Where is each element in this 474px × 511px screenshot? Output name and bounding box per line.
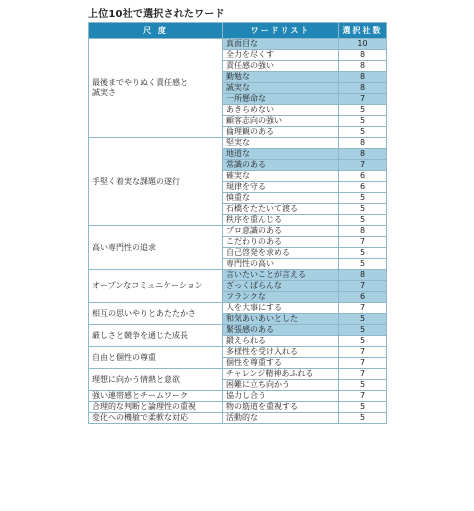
category-cell: 高い専門性の追求 [89,226,223,270]
word-cell: チャレンジ精神あふれる [223,369,339,380]
word-cell: 言いたいことが言える [223,270,339,281]
table-title: 上位10社で選択されたワード [88,9,225,20]
word-cell: 鍛えられる [223,336,339,347]
category-cell: 自由と個性の尊重 [89,347,223,369]
word-cell: 地道な [223,149,339,160]
word-cell: あきらめない [223,105,339,116]
count-cell: 5 [339,215,387,226]
word-cell: 石橋をたたいて渡る [223,204,339,215]
count-cell: 5 [339,116,387,127]
count-cell: 5 [339,248,387,259]
count-cell: 5 [339,259,387,270]
count-cell: 6 [339,171,387,182]
count-cell: 7 [339,369,387,380]
word-cell: 倫理観のある [223,127,339,138]
word-cell: 専門性の高い [223,259,339,270]
count-cell: 8 [339,149,387,160]
count-cell: 7 [339,94,387,105]
word-cell: 真面目な [223,39,339,50]
count-cell: 8 [339,226,387,237]
table-row [89,369,387,380]
word-cell: 全力を尽くす [223,50,339,61]
word-cell: 人を大事にする [223,303,339,314]
count-cell: 8 [339,61,387,72]
count-cell: 7 [339,391,387,402]
count-cell: 5 [339,380,387,391]
category-cell: 相互の思いやりとあたたかさ [89,303,223,325]
word-cell: 自己啓発を求める [223,248,339,259]
count-cell: 5 [339,193,387,204]
count-cell: 5 [339,413,387,424]
table-row [89,303,387,314]
word-cell: プロ意識のある [223,226,339,237]
word-cell: 緊張感のある [223,325,339,336]
count-cell: 8 [339,83,387,94]
table-row [89,347,387,358]
word-cell: 物の筋道を重視する [223,402,339,413]
table-row [89,413,387,424]
table-body [89,39,387,424]
table-row [89,39,387,50]
table-row [89,270,387,281]
count-cell: 5 [339,402,387,413]
category-cell: 変化への機敏で柔軟な対応 [89,413,223,424]
word-cell: 多様性を受け入れる [223,347,339,358]
word-cell: 規律を守る [223,182,339,193]
category-cell: 手堅く着実な課題の遂行 [89,138,223,226]
word-cell: フランクな [223,292,339,303]
count-cell: 5 [339,325,387,336]
count-cell: 5 [339,105,387,116]
table-row [89,325,387,336]
word-cell: 常識のある [223,160,339,171]
count-cell: 5 [339,127,387,138]
count-cell: 8 [339,72,387,83]
category-cell: 最後までやりぬく責任感と 誠実さ [89,39,223,138]
category-cell: 合理的な判断と論理性の重視 [89,402,223,413]
count-cell: 8 [339,138,387,149]
count-cell: 8 [339,270,387,281]
word-cell: 困難に立ち向かう [223,380,339,391]
word-cell: 和気あいあいとした [223,314,339,325]
count-cell: 6 [339,182,387,193]
table-row [89,391,387,402]
word-cell: こだわりのある [223,237,339,248]
word-cell: 秩序を重んじる [223,215,339,226]
count-cell: 7 [339,237,387,248]
word-cell: 個性を尊重する [223,358,339,369]
table-row [89,138,387,149]
count-cell: 7 [339,358,387,369]
word-table [88,22,387,424]
table-row [89,226,387,237]
table-row [89,402,387,413]
category-cell: 厳しさと競争を通じた成長 [89,325,223,347]
word-cell: 慎重な [223,193,339,204]
count-cell: 7 [339,160,387,171]
word-cell: 協力し合う [223,391,339,402]
header-category: 尺 度 [89,23,223,39]
count-cell: 7 [339,281,387,292]
word-cell: 確実な [223,171,339,182]
word-cell: ざっくばらんな [223,281,339,292]
header-count: 選択社数 [339,23,387,39]
word-cell: 一所懸命な [223,94,339,105]
word-cell: 誠実な [223,83,339,94]
header-word: ワードリスト [223,23,339,39]
count-cell: 5 [339,336,387,347]
count-cell: 5 [339,314,387,325]
word-cell: 勤勉な [223,72,339,83]
count-cell: 7 [339,303,387,314]
count-cell: 6 [339,292,387,303]
category-cell: 理想に向かう情熱と意欲 [89,369,223,391]
count-cell: 5 [339,204,387,215]
category-cell: 強い連帯感とチームワーク [89,391,223,402]
count-cell: 10 [339,39,387,50]
word-cell: 活動的な [223,413,339,424]
category-cell: オープンなコミュニケーション [89,270,223,303]
word-cell: 責任感の強い [223,61,339,72]
count-cell: 7 [339,347,387,358]
word-cell: 顧客志向の強い [223,116,339,127]
header-row [89,23,387,39]
count-cell: 8 [339,50,387,61]
word-cell: 堅実な [223,138,339,149]
